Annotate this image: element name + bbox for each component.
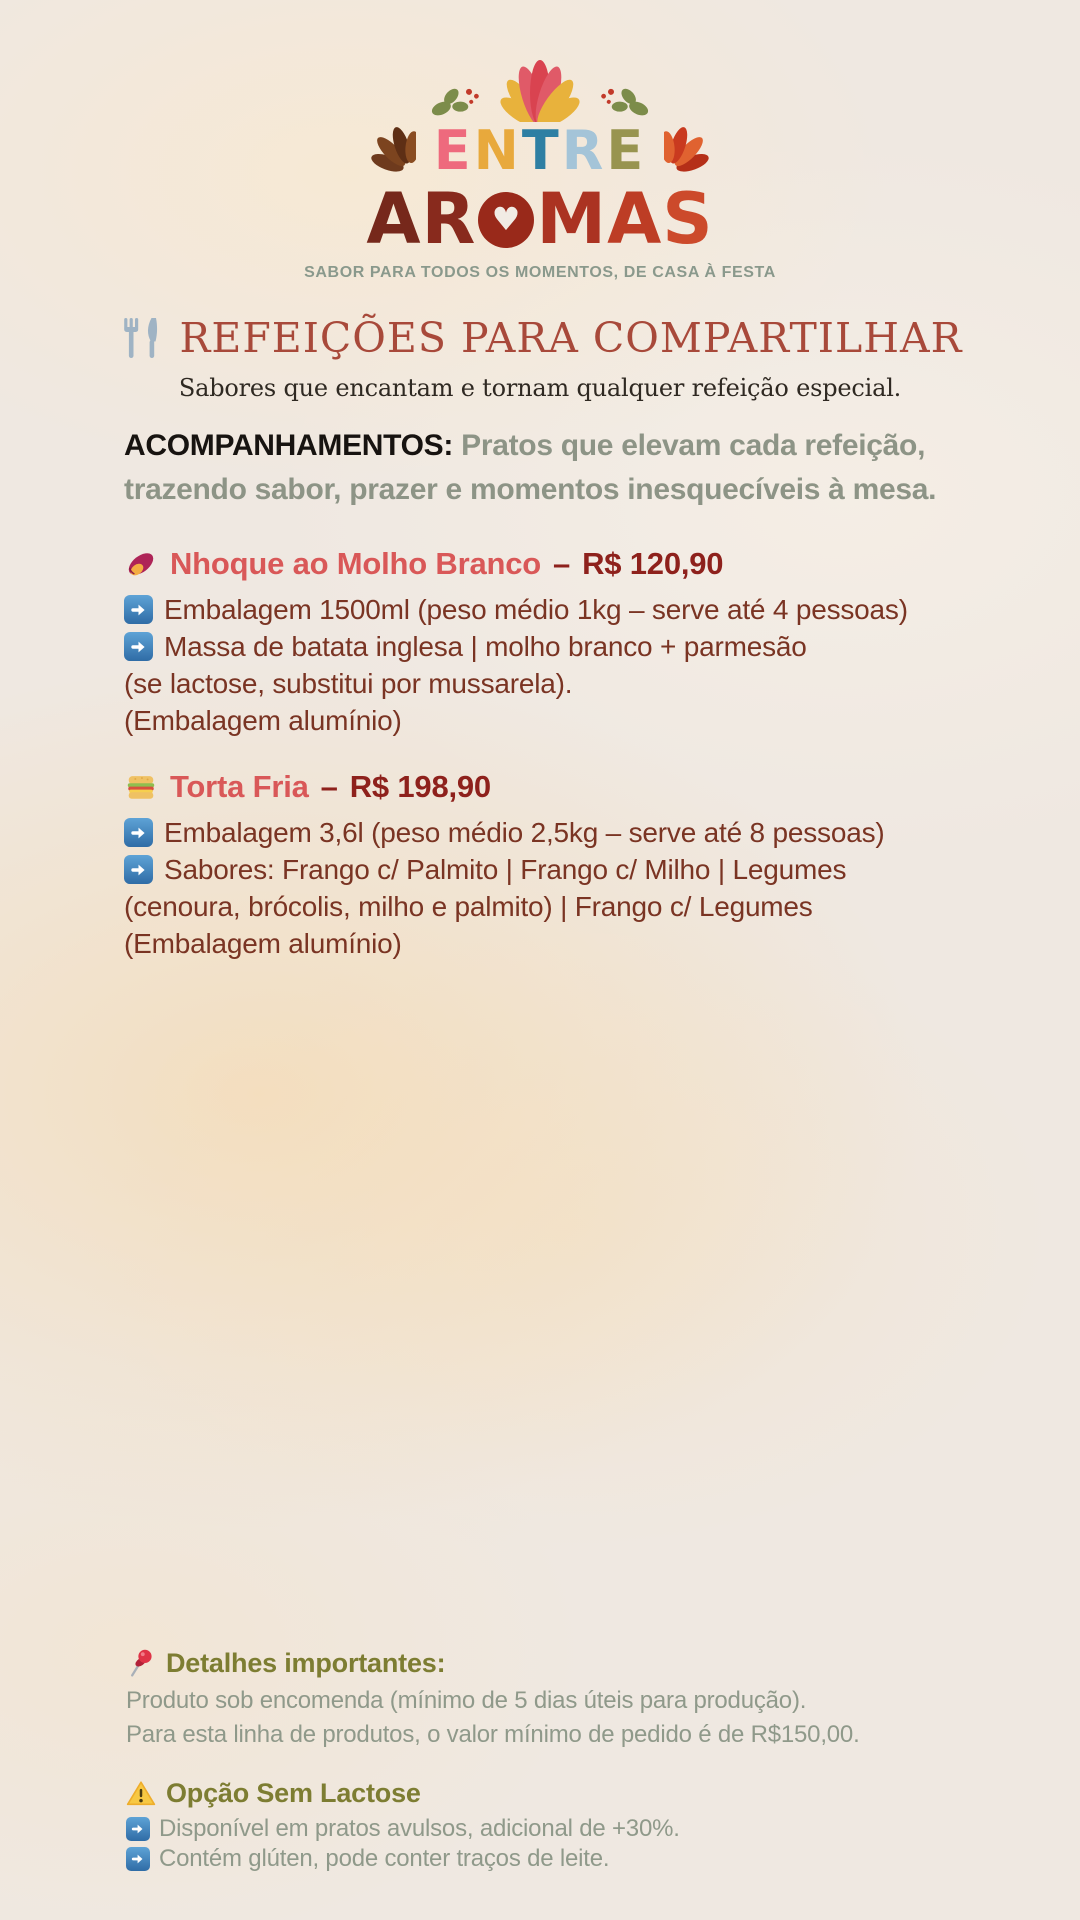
note-line xyxy=(126,1844,1026,1874)
detail-line xyxy=(124,888,1034,925)
item-price: R$ 198,90 xyxy=(349,769,491,804)
arrow-bullet-icon xyxy=(124,855,153,884)
item-name: Torta Fria xyxy=(170,769,309,804)
page-subtitle: Sabores que encantam e tornam qualquer refeição especial. xyxy=(178,374,902,402)
logo-word-aromas xyxy=(0,178,1080,260)
detail-line xyxy=(124,925,1034,962)
detail-line xyxy=(124,702,1034,739)
note-lines xyxy=(126,1814,1026,1874)
detail-text: Embalagem 3,6l (peso médio 2,5kg – serve até 8 pessoas) xyxy=(164,817,885,848)
note-text: Produto sob encomenda (mínimo de 5 dias úteis para produção). xyxy=(126,1687,807,1714)
detail-text: Massa de batata inglesa | molho branco + parmesão xyxy=(164,631,807,662)
note-heading-row xyxy=(126,1776,1026,1810)
logo-letter: S xyxy=(662,178,714,260)
detail-text: (Embalagem alumínio) xyxy=(124,928,402,959)
section-header xyxy=(0,314,1080,362)
detail-line xyxy=(124,628,1034,665)
logo-letter: R xyxy=(421,178,477,260)
note-heading: Detalhes importantes: xyxy=(166,1648,446,1678)
logo-letter: M xyxy=(536,178,608,260)
logo-letter: T xyxy=(521,119,562,182)
logo-letter: R xyxy=(561,119,607,182)
roasted-sweet-potato-icon xyxy=(124,547,158,581)
right-petal-fan-icon xyxy=(664,125,716,177)
logo-letter: E xyxy=(606,119,647,182)
note-text: Disponível em pratos avulsos, adicional de +30%. xyxy=(159,1815,680,1842)
note-line xyxy=(126,1718,1026,1752)
detail-line xyxy=(124,665,1034,702)
note-lines xyxy=(126,1684,1026,1752)
menu-item-torta-fria xyxy=(124,769,1034,962)
item-details xyxy=(124,591,1034,739)
left-petal-fan-icon xyxy=(364,125,416,177)
detail-line xyxy=(124,851,1034,888)
menu-items-list xyxy=(124,546,1034,962)
detail-line xyxy=(124,814,1034,851)
item-separator: – xyxy=(320,769,338,804)
arrow-bullet-icon xyxy=(124,818,153,847)
sandwich-icon xyxy=(124,770,158,804)
detail-text: Embalagem 1500ml (peso médio 1kg – serve até 4 pessoas) xyxy=(164,594,908,625)
detail-text: (Embalagem alumínio) xyxy=(124,705,402,736)
note-line xyxy=(126,1684,1026,1718)
note-line xyxy=(126,1814,1026,1844)
footer-notes xyxy=(126,1646,1026,1874)
intro-paragraph xyxy=(124,424,1024,512)
brand-logo xyxy=(0,58,1080,282)
pushpin-icon xyxy=(126,1648,156,1678)
detail-text: Sabores: Frango c/ Palmito | Frango c/ Milho | Legumes xyxy=(164,854,847,885)
note-text: Contém glúten, pode conter traços de leite. xyxy=(159,1845,610,1872)
menu-item-nhoque xyxy=(124,546,1034,739)
intro-text: Pratos que elevam cada refeição, trazendo sabor, prazer e momentos inesquecíveis à mesa. xyxy=(124,429,937,506)
fork-knife-icon xyxy=(118,315,164,361)
item-price: R$ 120,90 xyxy=(582,546,724,581)
intro-label: ACOMPANHAMENTOS: xyxy=(124,429,454,462)
arrow-bullet-icon xyxy=(124,632,153,661)
note-lactose-free xyxy=(126,1776,1026,1874)
detail-text: (cenoura, brócolis, milho e palmito) | Frango c/ Legumes xyxy=(124,891,813,922)
logo-letter: A xyxy=(607,178,663,260)
item-name: Nhoque ao Molho Branco xyxy=(170,546,542,581)
brand-tagline: SABOR PARA TODOS OS MOMENTOS, DE CASA À FESTA xyxy=(304,264,776,281)
note-heading-row xyxy=(126,1646,1026,1680)
note-text: Para esta linha de produtos, o valor mínimo de pedido é de R$150,00. xyxy=(126,1721,860,1748)
floral-ornament-icon xyxy=(360,58,720,122)
note-heading: Opção Sem Lactose xyxy=(166,1778,421,1808)
arrow-bullet-icon xyxy=(124,595,153,624)
item-title-row xyxy=(124,546,1034,582)
logo-letter: N xyxy=(473,119,522,182)
arrow-bullet-icon xyxy=(126,1847,150,1871)
logo-letter: E xyxy=(433,119,474,182)
page-title: REFEIÇÕES PARA COMPARTILHAR xyxy=(179,314,963,362)
detail-line xyxy=(124,591,1034,628)
note-important-details xyxy=(126,1646,1026,1752)
warning-icon xyxy=(126,1780,156,1807)
logo-letter-o-heart-icon: ♥ xyxy=(478,192,534,248)
item-details xyxy=(124,814,1034,962)
logo-letter: A xyxy=(366,178,422,260)
logo-word-entre xyxy=(433,119,647,182)
detail-text: (se lactose, substitui por mussarela). xyxy=(124,668,573,699)
arrow-bullet-icon xyxy=(126,1817,150,1841)
item-separator: – xyxy=(553,546,571,581)
item-title-row xyxy=(124,769,1034,805)
